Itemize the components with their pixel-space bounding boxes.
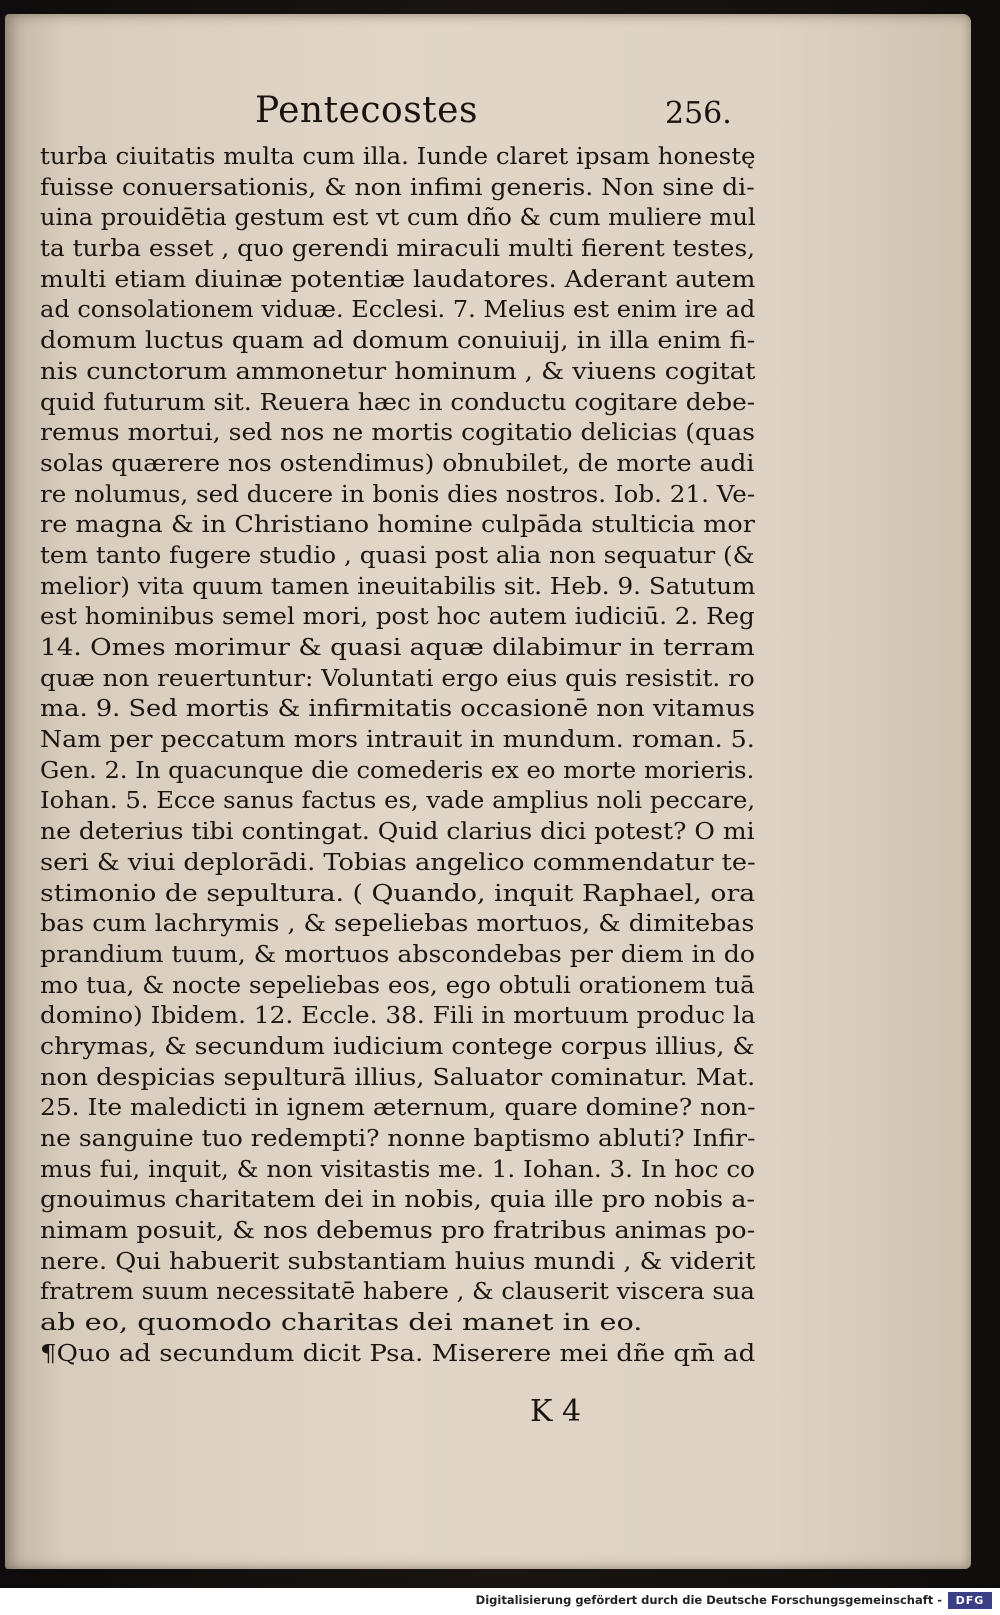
text-line: Iohan. 5. Ecce sanus factus es, vade amplius noli peccare, [40,788,756,815]
text-line: melior) vita quum tamen ineuitabilis sit. Heb. 9. Satutum [40,573,756,600]
text-line: prandium tuum, & mortuos abscondebas per diem in do [40,941,756,968]
text-line: seri & viui deplorādi. Tobias angelico commendatur te- [40,849,756,876]
text-line: multi etiam diuinæ potentiæ laudatores. Aderant autem [40,266,756,293]
text-line: remus mortui, sed nos ne mortis cogitatio delicias (quas [40,420,756,447]
text-line: domino) Ibidem. 12. Eccle. 38. Fili in mortuum produc la [40,1003,756,1030]
text-line: solas quærere nos ostendimus) obnubilet, de morte audi [40,450,755,477]
text-line: gnouimus charitatem dei in nobis, quia ille pro nobis a- [40,1187,756,1214]
dfg-logo: DFG [948,1592,992,1609]
text-line: Gen. 2. In quacunque die comederis ex eo morte morieris. [40,757,755,784]
text-line: Nam per peccatum mors intrauit in mundum. roman. 5. [40,727,755,754]
text-line: mus fui, inquit, & non visitastis me. 1. Iohan. 3. In hoc co [40,1156,755,1183]
text-line: est hominibus semel mori, post hoc autem iudiciū. 2. Reg [40,604,755,631]
text-line: ad consolationem viduæ. Ecclesi. 7. Melius est enim ire ad [40,297,756,324]
text-line: quid futurum sit. Reuera hæc in conductu cogitare debe- [40,389,756,416]
text-line: mo tua, & nocte sepeliebas eos, ego obtuli orationem tuā [40,972,755,999]
text-line: ta turba esset , quo gerendi miraculi multi fierent testes, [40,236,756,263]
text-line: stimonio de sepultura. ( Quando, inquit Raphael, ora [40,880,756,907]
body-text [40,142,760,1370]
text-line: ne sanguine tuo redempti? nonne baptismo abluti? Infir- [40,1126,756,1152]
text-line: chrymas, & secundum iudicium contege corpus illius, & [40,1033,755,1060]
text-line: bas cum lachrymis , & sepeliebas mortuos, & dimitebas [40,911,755,938]
text-line: ¶Quo ad secundum dicit Psa. Miserere mei dñe qm̄ ad [40,1340,756,1367]
text-line: tem tanto fugere studio , quasi post alia non sequatur (& [40,542,755,569]
text-line: non despicias sepulturā illius, Saluator cominatur. Mat. [40,1064,756,1091]
footer-credit: Digitalisierung gefördert durch die Deutsche Forschungsgemeinschaft - [475,1593,942,1607]
text-line: turba ciuitatis multa cum illa. Iunde claret ipsam honestę [40,144,756,170]
text-line: quæ non reuertuntur: Voluntati ergo eius quis resistit. ro [40,665,755,692]
text-line: re nolumus, sed ducere in bonis dies nostros. Iob. 21. Ve- [40,481,756,508]
text-line: domum luctus quam ad domum conuiuij, in illa enim fi- [40,328,756,355]
text-line: ab eo, quomodo charitas dei manet in eo. [40,1310,643,1337]
page-number: 256. [665,96,732,131]
text-line: nimam posuit, & nos debemus pro fratribus animas po- [40,1218,756,1245]
text-line: fratrem suum necessitatē habere , & clauserit viscera sua [40,1279,755,1306]
signature-mark: K 4 [530,1394,582,1429]
running-head: Pentecostes [255,90,478,131]
footer-bar [0,1588,1000,1615]
text-line: nis cunctorum ammonetur hominum , & viuens cogitat [40,358,756,385]
text-line: fuisse conuersationis, & non infimi generis. Non sine di- [40,174,755,201]
text-line: uina prouidētia gestum est vt cum dño & cum muliere mul [40,205,756,232]
text-line: ma. 9. Sed mortis & infirmitatis occasionē non vitamus [40,696,756,723]
text-line: 25. Ite maledicti in ignem æternum, quare domine? non- [40,1095,756,1122]
text-line: 14. Omes morimur & quasi aquæ dilabimur in terram [40,635,755,661]
text-line: nere. Qui habuerit substantiam huius mundi , & viderit [40,1248,756,1275]
text-line: ne deterius tibi contingat. Quid clarius dici potest? O mi [40,819,755,846]
text-line: re magna & in Christiano homine culpāda stulticia mor [40,512,755,539]
book-page [5,14,971,1569]
